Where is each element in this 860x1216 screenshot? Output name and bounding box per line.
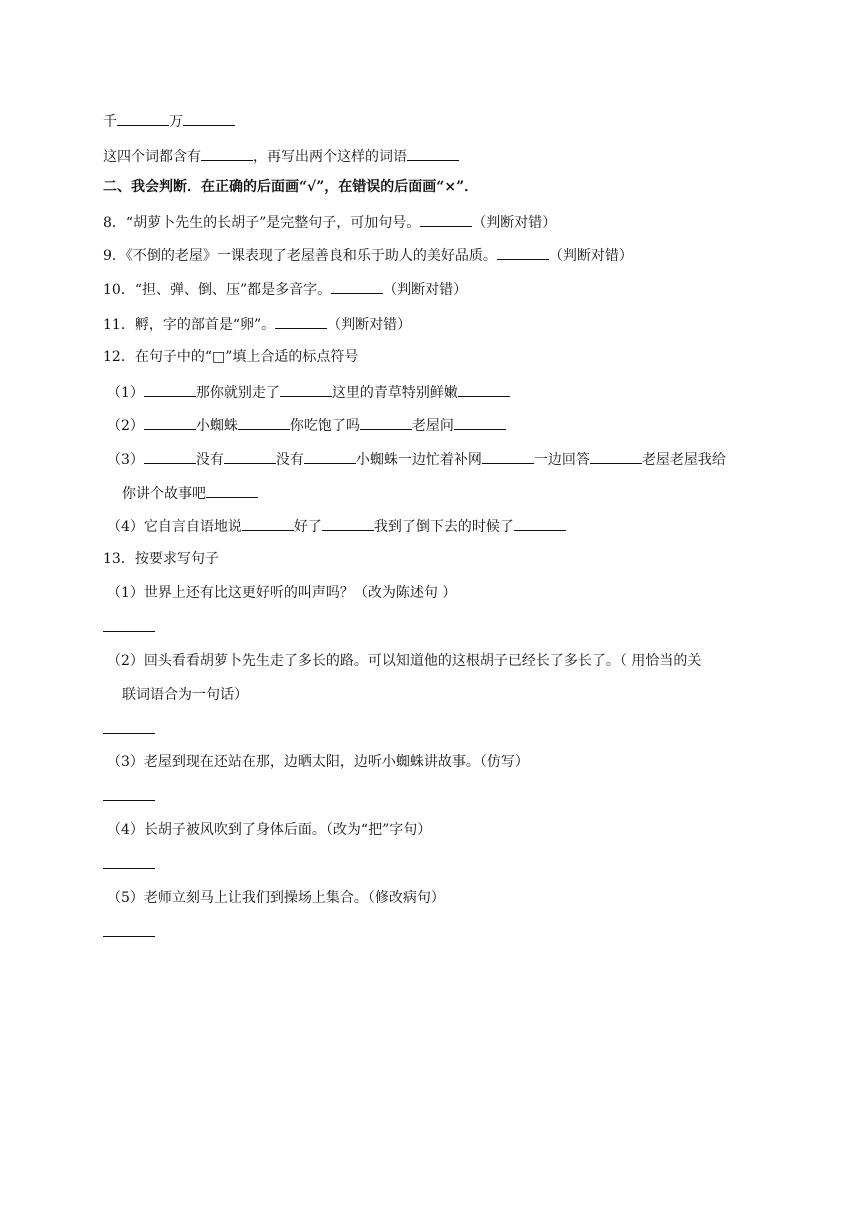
question-12-sentence-3-cont	[122, 482, 258, 504]
question-13-part-1: （1）世界上还有比这更好听的叫声吗？（改为陈述句 ）	[107, 585, 457, 601]
answer-blank[interactable]	[224, 448, 276, 464]
answer-blank[interactable]	[201, 145, 253, 161]
sentence-fragment: （4）它自言自语地说	[107, 519, 242, 535]
question-12-title: 12．在句子中的“□”填上合适的标点符号	[103, 349, 359, 365]
answer-blank[interactable]	[331, 278, 383, 294]
sentence-fragment: 一边回答	[533, 452, 590, 468]
question-text: 10．“担、弹、倒、压”都是多音字。	[103, 282, 332, 298]
sentence-fragment: 没有	[275, 452, 304, 468]
answer-line[interactable]	[103, 631, 155, 632]
intro-char-qian: 千	[103, 114, 117, 130]
sentence-fragment: 没有	[195, 452, 224, 468]
question-10	[103, 278, 467, 300]
question-suffix: （判断对错）	[472, 215, 557, 231]
question-8	[103, 211, 556, 233]
question-text: 9．《不倒的老屋》一课表现了老屋善良和乐于助人的美好品质。	[103, 248, 497, 264]
question-11	[103, 313, 411, 335]
answer-blank[interactable]	[183, 110, 235, 126]
question-12-sentence-4	[107, 515, 566, 537]
item-number: （3）	[107, 452, 144, 468]
answer-blank[interactable]	[590, 448, 642, 464]
sentence-fragment: 你讲个故事吧	[122, 486, 206, 502]
intro-line-1	[103, 110, 235, 132]
sentence-fragment: 小蜘蛛	[195, 418, 238, 434]
answer-blank[interactable]	[360, 414, 412, 430]
question-12-sentence-1	[107, 381, 510, 403]
item-number: （1）	[107, 385, 144, 401]
intro-line-2	[103, 145, 459, 167]
question-9	[103, 244, 633, 266]
answer-line[interactable]	[103, 868, 155, 869]
answer-line[interactable]	[103, 800, 155, 801]
item-number: （2）	[107, 418, 144, 434]
answer-blank[interactable]	[275, 313, 327, 329]
sentence-fragment: 你吃饱了吗	[289, 418, 360, 434]
answer-blank[interactable]	[454, 414, 506, 430]
answer-blank[interactable]	[242, 515, 294, 531]
answer-blank[interactable]	[144, 381, 196, 397]
question-suffix: （判断对错）	[327, 317, 412, 333]
question-13-part-3: （3）老屋到现在还站在那，边晒太阳，边听小蜘蛛讲故事。（仿写）	[107, 754, 529, 770]
answer-blank[interactable]	[497, 244, 549, 260]
question-suffix: （判断对错）	[548, 248, 633, 264]
answer-blank[interactable]	[407, 145, 459, 161]
question-suffix: （判断对错）	[383, 282, 468, 298]
sentence-fragment: 老屋老屋我给	[641, 452, 726, 468]
sentence-fragment: 好了	[293, 519, 322, 535]
question-13-part-2-cont: 联词语合为一句话）	[122, 687, 248, 703]
answer-line[interactable]	[103, 733, 155, 734]
answer-blank[interactable]	[482, 448, 534, 464]
answer-blank[interactable]	[144, 414, 196, 430]
answer-blank[interactable]	[206, 482, 258, 498]
intro-text: 这四个词都含有	[103, 149, 201, 165]
question-13-part-2: （2）回头看看胡萝卜先生走了多长的路。可以知道他的这根胡子已经长了多长了。（ 用恰当的关	[107, 653, 702, 669]
question-12-sentence-2	[107, 414, 506, 436]
question-text: 11．孵，字的部首是“卵”。	[103, 317, 276, 333]
question-13-part-5: （5）老师立刻马上让我们到操场上集合。（修改病句）	[107, 890, 445, 906]
question-text: 8．“胡萝卜先生的长胡子”是完整句子，可加句号。	[103, 215, 421, 231]
sentence-fragment: 这里的青草特别鲜嫩	[331, 385, 458, 401]
sentence-fragment: 小蜘蛛一边忙着补网	[355, 452, 482, 468]
sentence-fragment: 我到了倒下去的时候了	[373, 519, 514, 535]
intro-char-wan: 万	[169, 114, 183, 130]
answer-blank[interactable]	[514, 515, 566, 531]
answer-blank[interactable]	[420, 211, 472, 227]
sentence-fragment: 老屋问	[411, 418, 454, 434]
answer-blank[interactable]	[117, 110, 169, 126]
answer-blank[interactable]	[280, 381, 332, 397]
answer-blank[interactable]	[322, 515, 374, 531]
answer-blank[interactable]	[144, 448, 196, 464]
answer-line[interactable]	[103, 936, 155, 937]
answer-blank[interactable]	[238, 414, 290, 430]
question-13-title: 13．按要求写句子	[103, 551, 219, 567]
intro-text: ，再写出两个这样的词语	[253, 149, 407, 165]
answer-blank[interactable]	[304, 448, 356, 464]
sentence-fragment: 那你就别走了	[195, 385, 280, 401]
answer-blank[interactable]	[458, 381, 510, 397]
question-12-sentence-3	[107, 448, 726, 470]
question-13-part-4: （4）长胡子被风吹到了身体后面。（改为“把”字句）	[107, 822, 432, 838]
section-2-title: 二、我会判断．在正确的后面画“√”，在错误的后面画“×”．	[103, 179, 479, 195]
